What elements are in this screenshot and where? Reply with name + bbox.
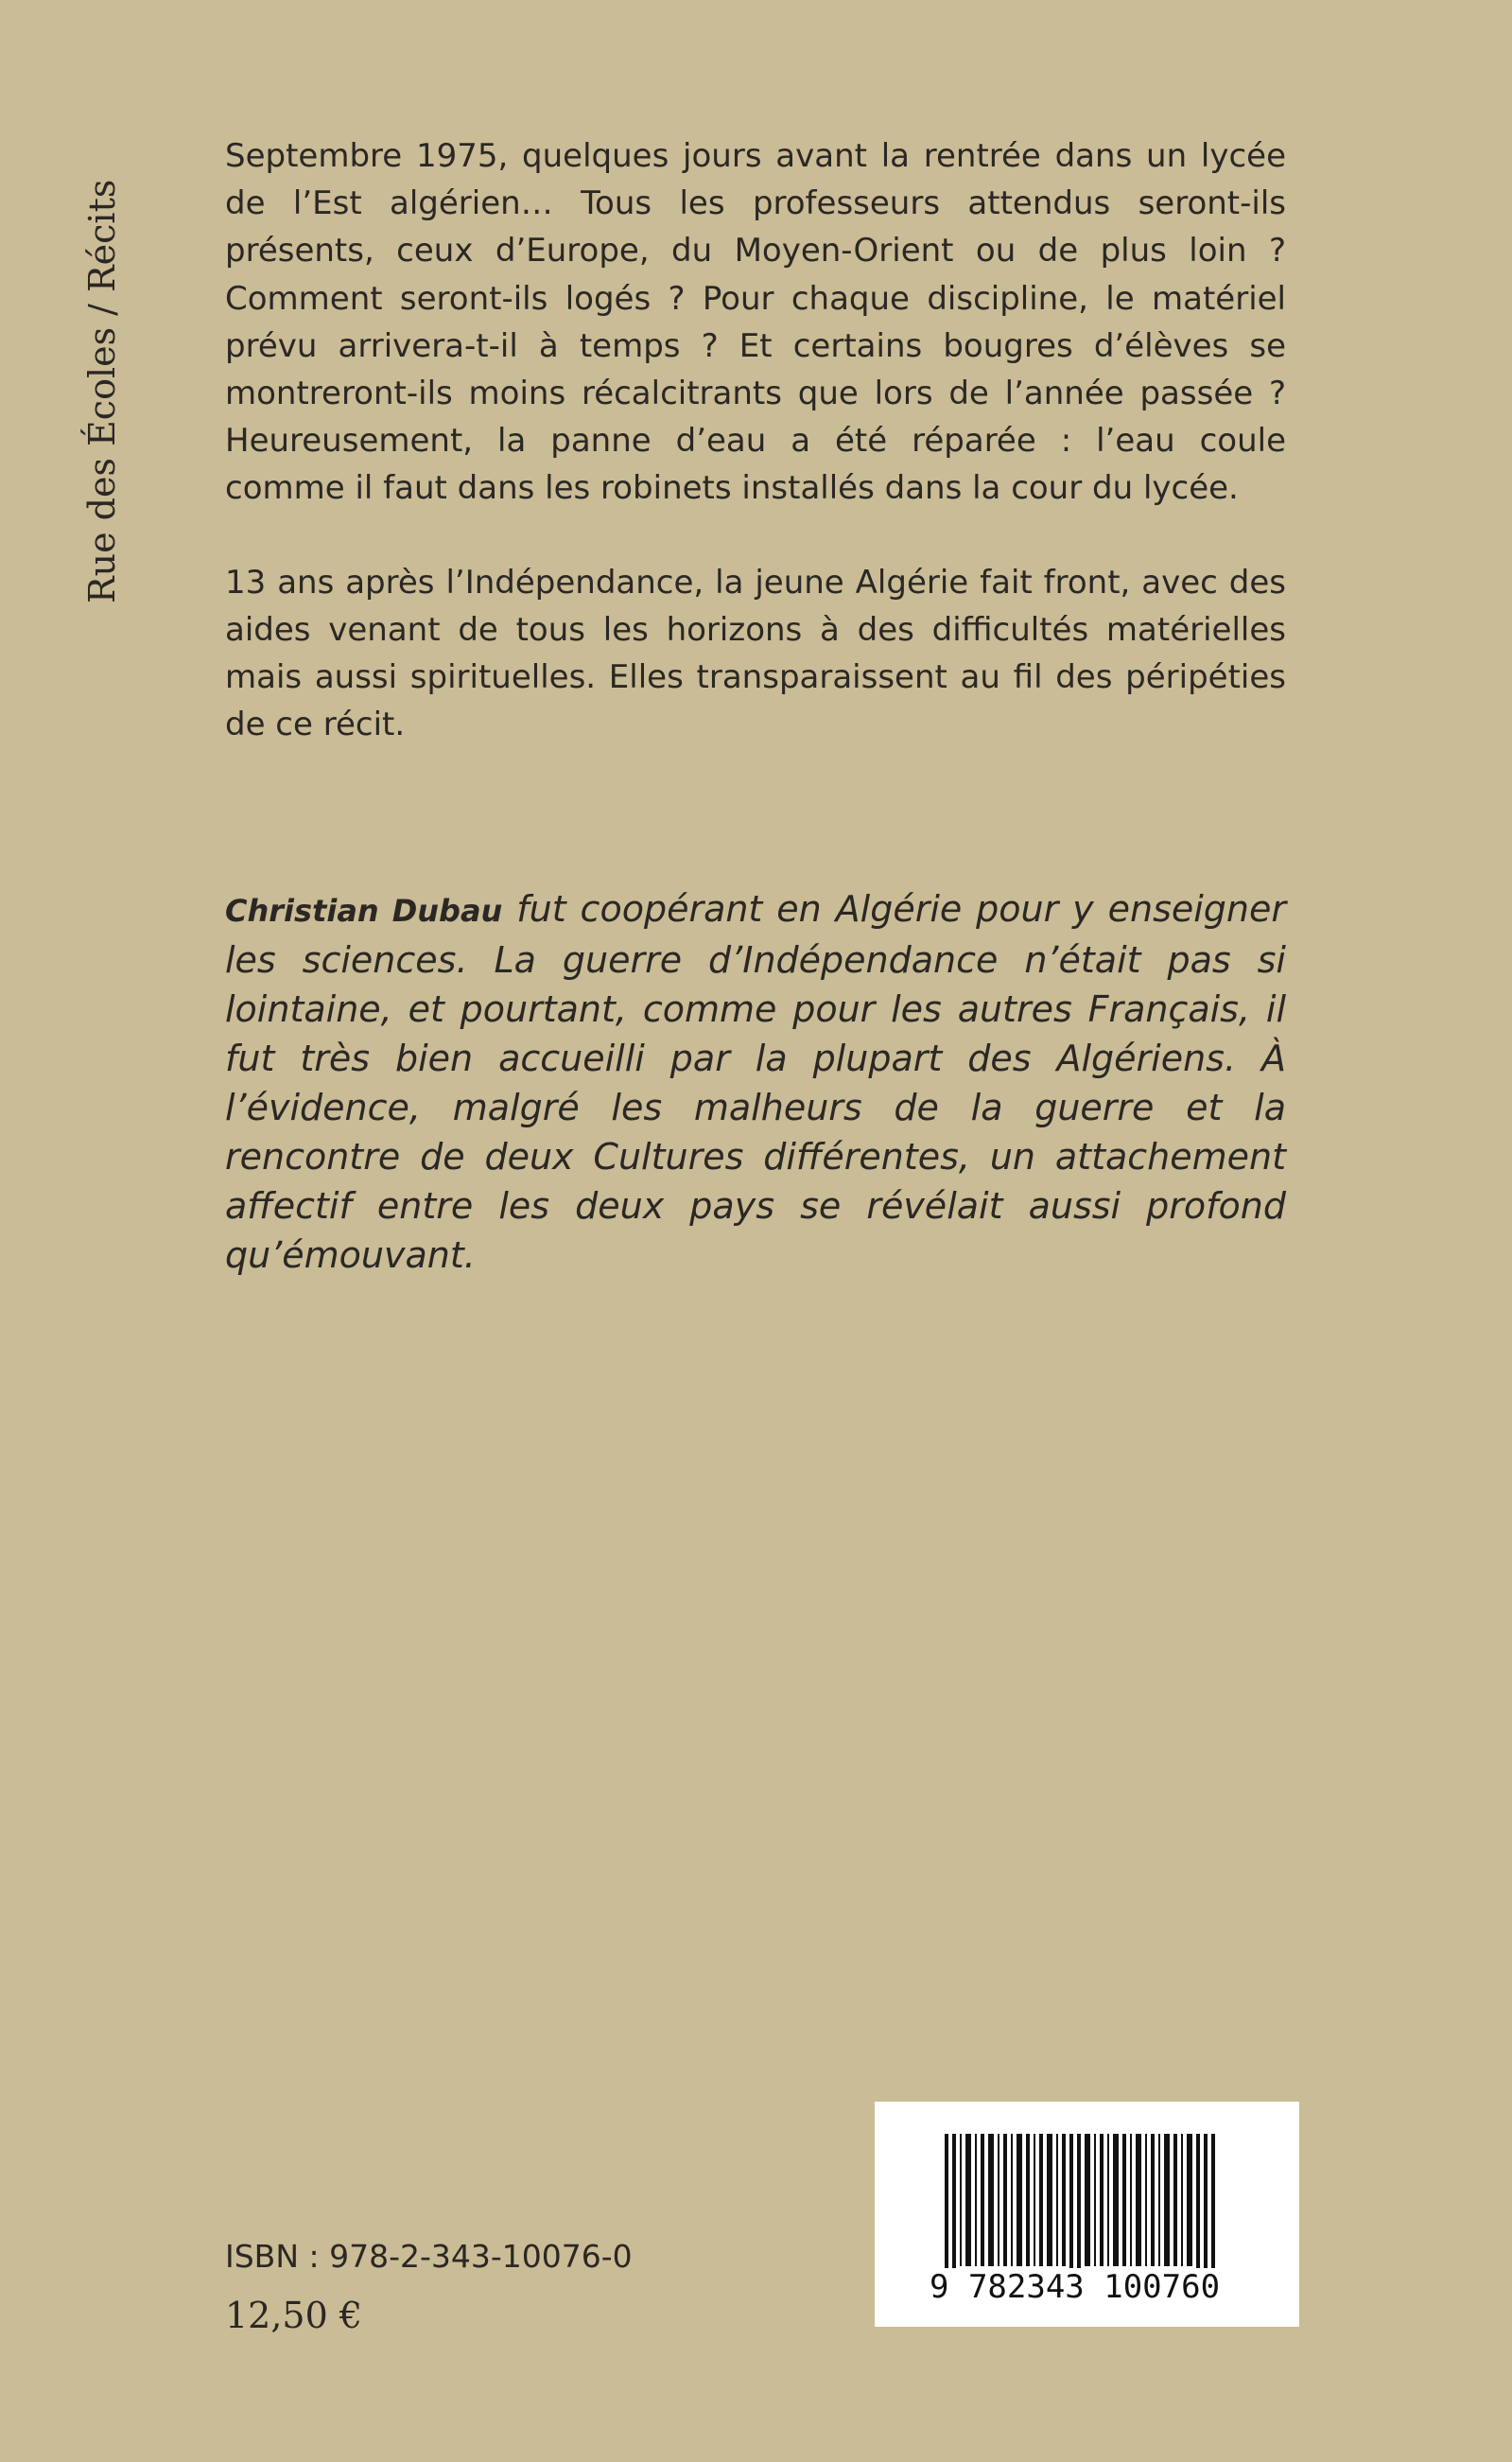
- author-name: Christian Dubau: [225, 893, 503, 929]
- summary-section: [225, 132, 1286, 748]
- author-biography: [225, 884, 1286, 1280]
- barcode-panel: [875, 2102, 1299, 2327]
- spine-collection-label: Rue des Écoles / Récits: [81, 179, 123, 603]
- summary-paragraph-2: 13 ans après l’Indépendance, la jeune Algérie fait front, avec des aides venant de tous les horizons à des difficultés matérielles mais aussi spirituelles. Elles transparaissent au fil des péripéties de ce récit.: [225, 563, 1286, 744]
- barcode-icon: [945, 2134, 1215, 2290]
- author-bio-text: fut coopérant en Algérie pour y enseigner les sciences. La guerre d’Indépendance n’était pas si lointaine, et pourtant, comme pour les autres Français, il fut très bien accueilli par la plupart des Algériens. À l’évidence, malgré les malheurs de la guerre et la rencontre de deux Cultures différentes, un attachement affectif entre les deux pays se révélait aussi profond qu’émouvant.: [225, 888, 1287, 1276]
- price-label: 12,50 €: [225, 2295, 363, 2336]
- summary-paragraph-1: Septembre 1975, quelques jours avant la rentrée dans un lycée de l’Est algérien… Tous les professeurs attendus seront-ils présents, ceux d’Europe, du Moyen-Orient ou de plus loin ? Comment seront-ils logés ? Pour chaque discipline, le matériel prévu arrivera-t-il à temps ? Et certains bougres d’élèves se montreront-ils moins récalcitrants que lors de l’année passée ? Heureusement, la panne d’eau a été réparée : l’eau coule comme il faut dans les robinets installés dans la cour du lycée.: [225, 137, 1286, 508]
- barcode-digits: 9 782343 100760: [930, 2268, 1272, 2306]
- isbn-label: ISBN : 978-2-343-10076-0: [225, 2238, 633, 2275]
